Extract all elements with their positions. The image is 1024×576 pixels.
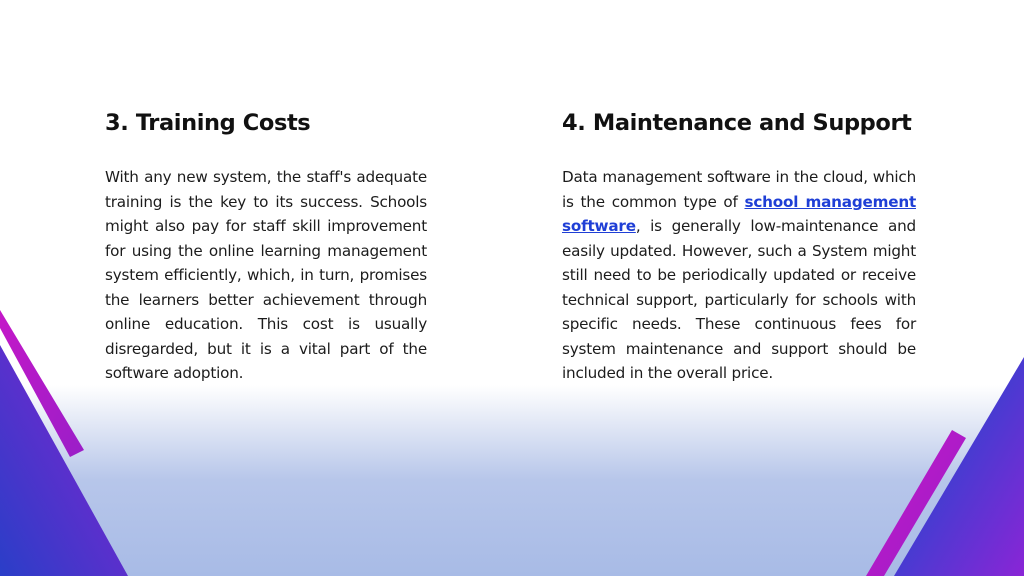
maintenance-support-heading: 4. Maintenance and Support	[562, 110, 912, 136]
paragraph-text-after-link: , is generally low-maintenance and easily updated. However, such a System might still need to be periodically updated or receive technical support, particularly for schools with specific needs. These continuous fees for system maintenance and support should be included in the overall price.	[562, 217, 916, 382]
training-costs-section	[105, 108, 427, 386]
training-costs-heading: 3. Training Costs	[105, 110, 311, 136]
maintenance-support-section	[562, 108, 916, 386]
right-corner-triangle	[894, 357, 1024, 576]
school-management-software-link[interactable]: school management software	[562, 192, 916, 235]
paragraph-text-before-link: Data management software in the cloud, which is the common type of	[562, 168, 916, 211]
maintenance-support-paragraph	[562, 165, 916, 386]
training-costs-paragraph: With any new system, the staff's adequate training is the key to its success. Schools might also pay for staff skill improvement for using the online learning management system efficiently, which, in turn, promises the learners better achievement through online education. This cost is usually disregarded, but it is a vital part of the software adoption.	[105, 168, 427, 382]
